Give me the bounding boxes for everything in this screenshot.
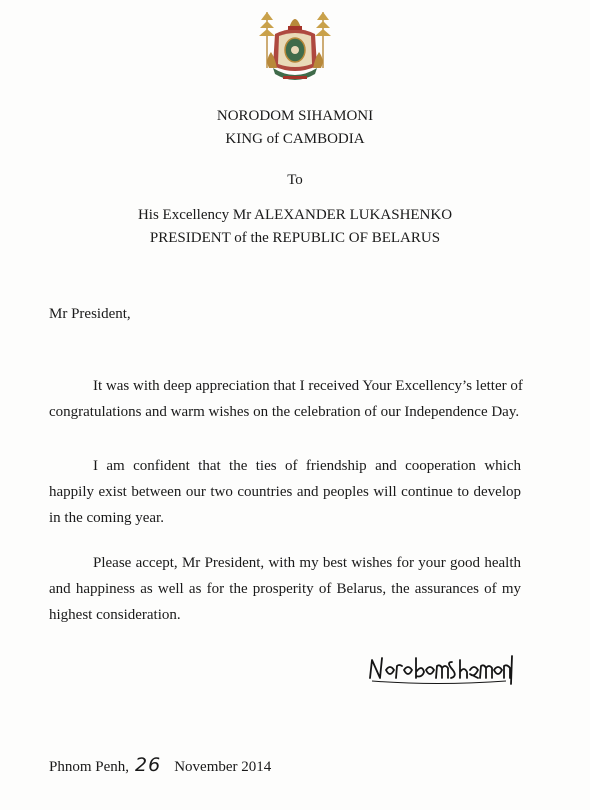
paragraph-line: and happiness as well as for the prosperity of Belarus, the assurances of my (49, 581, 521, 597)
paragraph-1 (49, 373, 521, 425)
month-year: November 2014 (174, 759, 272, 775)
royal-arms-of-cambodia-icon (255, 6, 335, 86)
salutation: Mr President, (49, 306, 131, 322)
paragraph-line: highest consideration. (49, 607, 181, 623)
paragraph-line: Please accept, Mr President, with my best wishes for your good health (93, 555, 521, 571)
sender-title: KING of CAMBODIA (225, 131, 365, 147)
recipient-name: His Excellency Mr ALEXANDER LUKASHENKO (137, 207, 453, 223)
paragraph-line: I am confident that the ties of friendship and cooperation which (93, 458, 521, 474)
place: Phnom Penh, (49, 759, 130, 775)
paragraph-2 (49, 453, 521, 531)
place-and-date (49, 756, 271, 776)
sender-name: NORODOM SIHAMONI (216, 108, 374, 124)
paragraph-line: in the coming year. (49, 510, 164, 526)
recipient-title: PRESIDENT of the REPUBLIC OF BELARUS (149, 230, 441, 246)
paragraph-line: congratulations and warm wishes on the celebration of our Independence Day. (49, 404, 520, 420)
handwritten-signature-icon (366, 648, 516, 690)
paragraph-line: happily exist between our two countries and peoples will continue to develop (49, 484, 521, 500)
to-label: To (287, 172, 303, 188)
handwritten-day: 26 (135, 754, 162, 776)
paragraph-line: It was with deep appreciation that I received Your Excellency’s letter of (93, 378, 523, 394)
paragraph-3 (49, 550, 521, 628)
